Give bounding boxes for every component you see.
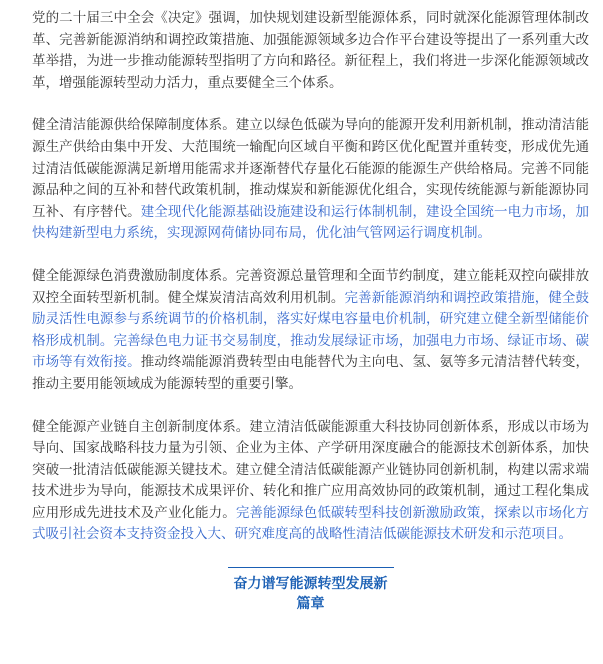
- paragraph-highlight: 完善新能源消纳和调控政策措施，健全鼓励灵活性电源参与系统调节的价格机制，落实好煤电容量电价机制，研究建立健全新型储能价格形成机制。完善绿色电力证书交易制度，推动发展绿证市场，加强电力市场、绿证市场、碳市场等有效衔接。: [32, 289, 590, 371]
- paragraph-intro: [32, 8, 589, 94]
- paragraph-text: 健全清洁能源供给保障制度体系。建立以绿色低碳为导向的能源开发利用新机制，推动清洁能源生产供给由集中开发、大范围统一输配向区域自平衡和跨区优化配置并重转变，形成优先通过清洁低碳能源满足新增用能需求并逐渐替代存量化石能源的能源生产供给格局。完善不同能源品种之间的互补和替代政策机制，推动煤炭和新能源优化组合，实现传统能源与新能源协同互补、有序替代。: [32, 117, 589, 220]
- footer-title: 奋力谱写能源转型发展新篇章: [228, 567, 394, 613]
- paragraph-text: 健全能源产业链自主创新制度体系。建立清洁低碳能源重大科技协同创新体系，形成以市场为导向、国家战略科技力量为引领、企业为主体、产学研用深度融合的能源技术创新体系，加快突破一批清洁低碳能源关键技术。建立健全清洁低碳能源产业链协同创新机制，构建以需求端技术进步为导向，能源技术成果评价、转化和推广应用高效协同的政策机制，通过工程化集成应用形成先进技术及产业化能力。: [32, 418, 589, 521]
- paragraph-tail: 推动终端能源消费转型由电能替代为主向电、氢、氨等多元清洁替代转变，推动主要用能领域成为能源转型的重要引擎。: [32, 354, 590, 392]
- paragraph-industry-innovation: [32, 417, 589, 547]
- paragraph-text: 党的二十届三中全会《决定》强调，加快规划建设新型能源体系，同时就深化能源管理体制改革、完善新能源消纳和调控政策措施、加强能源领域多边合作平台建设等提出了一系列重大改革举措，为进一步推动能源转型指明了方向和路径。新征程上，我们将进一步深化能源领域改革，增强能源转型动力活力，重点要健全三个体系。: [32, 10, 589, 91]
- section-footer: [32, 567, 589, 613]
- paragraph-text: 健全能源绿色消费激励制度体系。完善资源总量管理和全面节约制度，建立能耗双控向碳排放双控全面转型新机制。健全煤炭清洁高效利用机制。: [32, 267, 589, 306]
- paragraph-green-consumption: [32, 266, 589, 396]
- paragraph-highlight: 完善能源绿色低碳转型科技创新激励政策，探索以市场化方式吸引社会资本支持资金投入大、研究难度高的战略性清洁低碳能源技术研发和示范项目。: [32, 504, 589, 543]
- paragraph-clean-energy-supply: [32, 115, 589, 245]
- paragraph-highlight: 建全现代化能源基础设施建设和运行体制机制，建设全国统一电力市场，加快构建新型电力系统，实现源网荷储协同布局，优化油气管网运行调度机制。: [32, 203, 590, 242]
